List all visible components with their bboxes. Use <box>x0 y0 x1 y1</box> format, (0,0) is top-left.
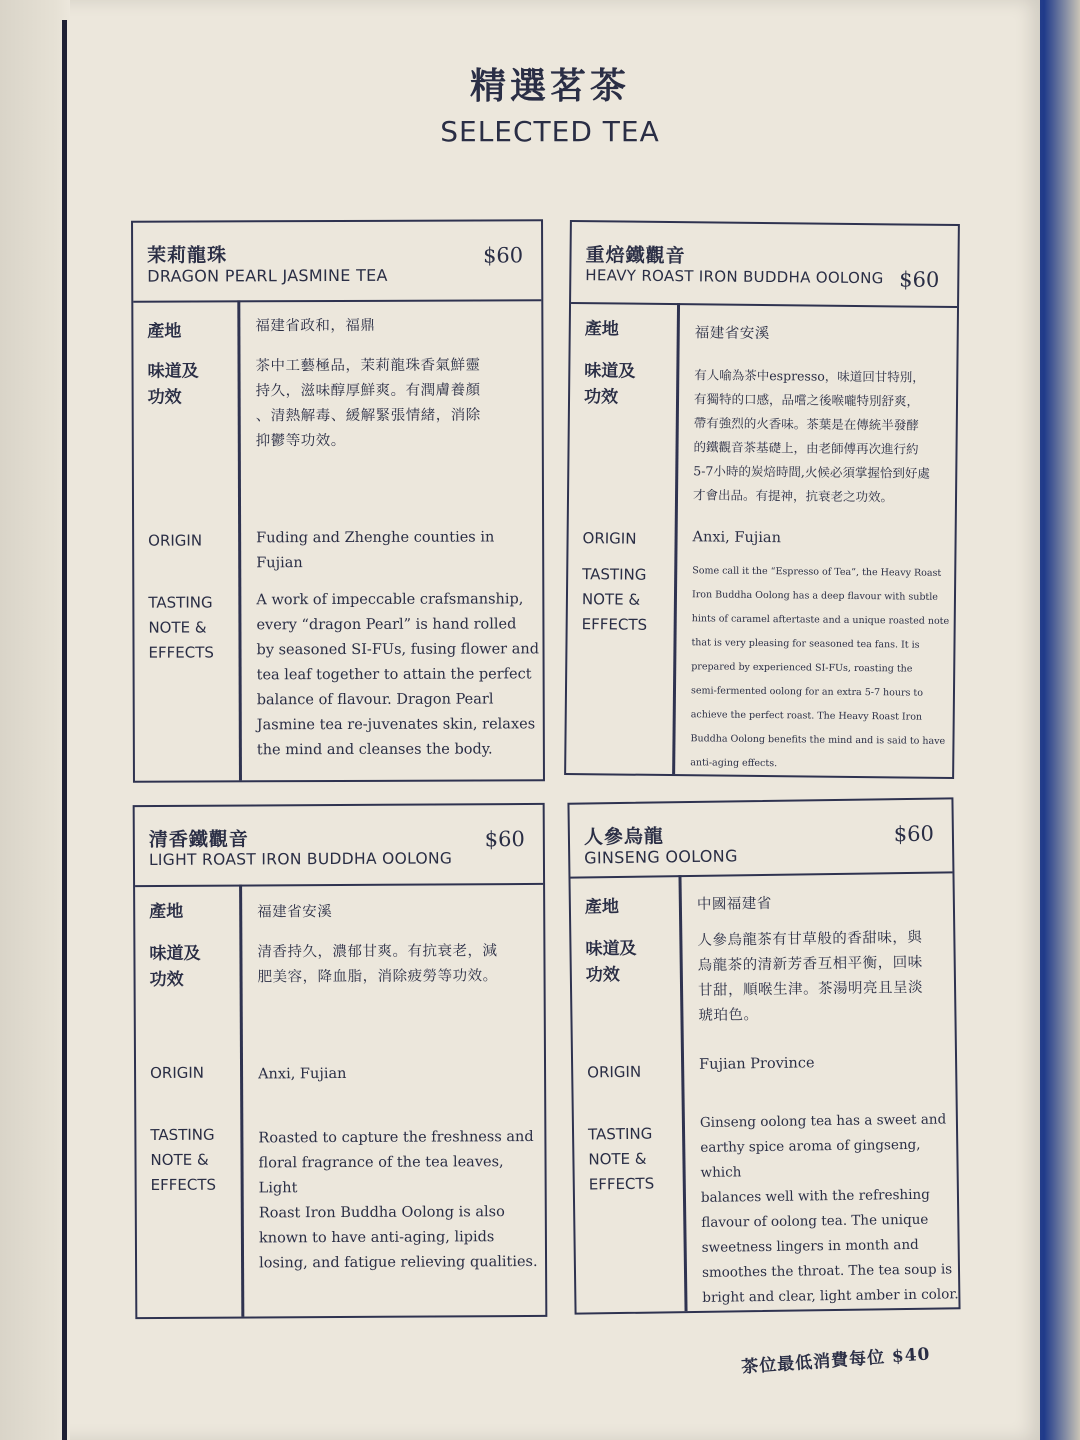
tea-card-header <box>571 222 958 308</box>
origin-cn-value: 中國福建省 <box>696 895 772 913</box>
taste-en-line: that is very pleasing for seasoned tea fans. It is <box>691 637 920 651</box>
taste-en-line: by seasoned SI-FUs, fusing flower and <box>256 641 539 659</box>
tea-price: $60 <box>893 821 935 847</box>
tea-name-chinese: 重焙鐵觀音 <box>585 244 686 268</box>
origin-cn-value: 福建省安溪 <box>257 904 333 921</box>
label-tasting-en <box>582 562 648 638</box>
label-tasting-line: NOTE & <box>581 590 641 609</box>
taste-cn-value <box>693 363 956 510</box>
origin-en-value <box>258 1062 346 1087</box>
taste-en-value <box>690 559 952 778</box>
taste-cn-line: 、清熱解毒、緩解緊張情緒，消除 <box>255 407 481 425</box>
tea-card-ginseng <box>567 797 960 1314</box>
taste-cn-line: 甘甜，順喉生津。茶湯明亮且呈淡 <box>697 979 924 999</box>
taste-en-line: losing, and fatigue relieving qualities. <box>259 1253 538 1272</box>
taste-cn-line: 抑鬱等功效。 <box>255 432 346 450</box>
origin-cn-value: 福建省安溪 <box>694 325 770 343</box>
taste-cn-line: 清香持久，濃郁甘爽。有抗衰老，減 <box>257 943 498 961</box>
taste-en-line: Ginseng oolong tea has a sweet and <box>699 1111 947 1131</box>
origin-en-value <box>256 525 494 576</box>
label-origin-en: ORIGIN <box>148 531 203 550</box>
label-origin-cn: 產地 <box>584 897 620 918</box>
taste-en-line: balance of flavour. Dragon Pearl <box>256 691 494 709</box>
taste-cn-value <box>697 925 953 1029</box>
taste-cn-line: 才會出品。有提神，抗衰老之功效。 <box>692 487 894 505</box>
taste-en-line: Jasmine tea re-juvenates skin, relaxes <box>256 716 536 734</box>
origin-en-value <box>692 525 781 551</box>
label-tasting-line: TASTING <box>587 1124 653 1144</box>
taste-cn-line: 肥美容，降血脂，消除疲勞等功效。 <box>257 968 498 986</box>
label-tasting-en <box>148 590 214 665</box>
column-divider <box>672 303 679 774</box>
label-origin-en: ORIGIN <box>150 1063 205 1082</box>
taste-cn-line: 持久，滋味醇厚鮮爽。有潤膚養顏 <box>255 382 481 400</box>
taste-en-line: bright and clear, light amber in color. <box>702 1286 959 1306</box>
origin-cn-value: 福建省政和，福鼎 <box>255 317 376 335</box>
origin-en-line: Anxi, Fujian <box>258 1065 347 1083</box>
origin-en-line: Fuding and Zhenghe counties in <box>256 529 495 547</box>
taste-en-line: Roast Iron Buddha Oolong is also <box>258 1204 505 1222</box>
taste-en-line: achieve the perfect roast. The Heavy Roast Iron <box>690 709 923 723</box>
label-tasting-line: TASTING <box>150 1125 215 1144</box>
taste-cn-line: 茶中工藝極品，茉莉龍珠香氣鮮靈 <box>255 357 481 375</box>
label-taste-cn-2: 功效 <box>149 969 184 990</box>
taste-cn-line: 5-7小時的炭焙時間,火候必須掌握恰到好處 <box>693 463 930 481</box>
taste-cn-line: 帶有強烈的火香味。茶葉是在傳統半發酵 <box>693 415 919 433</box>
taste-en-line: prepared by experienced SI-FUs, roasting the <box>691 661 913 675</box>
taste-en-value <box>258 1125 544 1276</box>
taste-en-line: hints of caramel aftertaste and a unique roasted note <box>691 613 950 627</box>
label-taste-cn-1: 味道及 <box>149 943 201 964</box>
tea-name-chinese: 清香鐵觀音 <box>148 828 249 851</box>
taste-cn-value <box>257 939 537 990</box>
tea-name-english: DRAGON PEARL JASMINE TEA <box>147 265 388 286</box>
taste-en-line: sweetness lingers in month and <box>701 1236 919 1256</box>
label-origin-cn: 產地 <box>147 321 182 342</box>
label-tasting-line: NOTE & <box>150 1150 209 1169</box>
label-tasting-line: EFFECTS <box>581 615 648 634</box>
taste-cn-line: 琥珀色。 <box>698 1007 759 1024</box>
label-taste-cn-2: 功效 <box>585 965 620 986</box>
origin-en-line: Fujian Province <box>699 1055 815 1073</box>
taste-en-line: floral fragrance of the tea leaves, Light <box>258 1154 504 1197</box>
tea-price: $60 <box>483 243 524 268</box>
tea-card-heavy-roast <box>564 220 960 779</box>
tea-name-english: LIGHT ROAST IRON BUDDHA OOLONG <box>148 849 453 869</box>
taste-en-line: semi-fermented oolong for an extra 5-7 hours to <box>690 685 924 699</box>
tea-name-chinese: 人參烏龍 <box>583 825 665 849</box>
taste-en-line: smoothes the throat. The tea soup is <box>701 1261 953 1281</box>
binding-ribbon <box>62 20 67 1440</box>
label-tasting-en <box>150 1123 216 1198</box>
label-tasting-en <box>588 1122 654 1198</box>
label-tasting-line: NOTE & <box>148 618 207 637</box>
label-tasting-line: TASTING <box>582 565 647 584</box>
label-origin-en: ORIGIN <box>587 1062 642 1082</box>
label-tasting-line: EFFECTS <box>588 1174 655 1194</box>
tea-price: $60 <box>899 267 940 292</box>
tea-name-english: HEAVY ROAST IRON BUDDHA OOLONG <box>585 266 884 288</box>
taste-cn-line: 有獨特的口感，品嚐之後喉嚨特別舒爽， <box>693 391 920 409</box>
taste-en-line: every “dragon Pearl” is hand rolled <box>256 616 517 634</box>
taste-en-line: earthy spice aroma of gingseng, which <box>700 1136 921 1181</box>
taste-en-line: the mind and cleanses the body. <box>256 741 493 759</box>
taste-en-line: known to have anti-aging, lipids <box>258 1229 495 1247</box>
label-taste-cn-2: 功效 <box>147 387 182 408</box>
taste-en-line: anti-aging effects. <box>690 757 778 770</box>
taste-cn-line: 人參烏龍茶有甘草般的香甜味，與 <box>697 929 923 949</box>
column-divider <box>678 875 687 1311</box>
label-taste-cn-1: 味道及 <box>584 361 636 382</box>
origin-en-value <box>699 1051 815 1078</box>
label-taste-cn-2: 功效 <box>583 387 619 408</box>
label-origin-en: ORIGIN <box>582 529 637 548</box>
label-origin-cn: 產地 <box>149 901 184 922</box>
minimum-charge-note: 茶位最低消費每位 $40 <box>740 1344 931 1378</box>
taste-en-line: flavour of oolong tea. The unique <box>701 1211 929 1231</box>
origin-en-line: Anxi, Fujian <box>692 529 782 547</box>
page-header <box>0 58 1080 148</box>
tea-card-header <box>133 221 541 302</box>
taste-cn-line: 有人喻為茶中espresso，味道回甘特別， <box>694 367 925 385</box>
taste-cn-line: 烏龍茶的清新芳香互相平衡，回味 <box>697 954 923 974</box>
taste-en-line: A work of impeccable crafsmanship, <box>256 591 524 609</box>
tea-card-dragon-pearl <box>131 219 545 782</box>
label-tasting-line: NOTE & <box>588 1149 647 1169</box>
taste-cn-line: 的鐵觀音茶基礎上，由老師傅再次進行約 <box>693 439 919 457</box>
label-tasting-line: EFFECTS <box>150 1175 217 1194</box>
taste-en-line: balances well with the refreshing <box>700 1186 930 1206</box>
label-taste-cn-1: 味道及 <box>585 938 637 960</box>
taste-en-line: Some call it the “Espresso of Tea”, the Heavy Roast <box>692 565 942 579</box>
taste-en-line: Roasted to capture the freshness and <box>258 1128 534 1147</box>
tea-price: $60 <box>484 827 525 852</box>
title-chinese: 精選茗茶 <box>469 65 630 107</box>
taste-en-line: Iron Buddha Oolong has a deep flavour with subtle <box>691 589 938 603</box>
tea-card-header <box>569 799 952 878</box>
tea-name-chinese: 茉莉龍珠 <box>147 244 228 267</box>
origin-en-line: Fujian <box>256 555 303 572</box>
column-divider <box>237 300 241 780</box>
label-taste-cn-1: 味道及 <box>147 361 199 382</box>
taste-en-line: Buddha Oolong benefits the mind and is said to have <box>690 733 946 747</box>
tea-card-header <box>135 805 543 887</box>
taste-en-line: tea leaf together to attain the perfect <box>256 666 532 684</box>
taste-en-value <box>700 1107 961 1311</box>
page-binding <box>0 0 70 1440</box>
column-divider <box>239 885 244 1317</box>
taste-cn-value <box>255 353 535 454</box>
tea-card-light-roast <box>133 803 548 1319</box>
taste-en-value <box>256 587 542 763</box>
title-english: SELECTED TEA <box>440 115 660 148</box>
label-tasting-line: TASTING <box>148 593 213 612</box>
label-tasting-line: EFFECTS <box>148 643 214 662</box>
label-origin-cn: 產地 <box>584 319 619 340</box>
tea-name-english: GINSENG OOLONG <box>584 846 738 868</box>
